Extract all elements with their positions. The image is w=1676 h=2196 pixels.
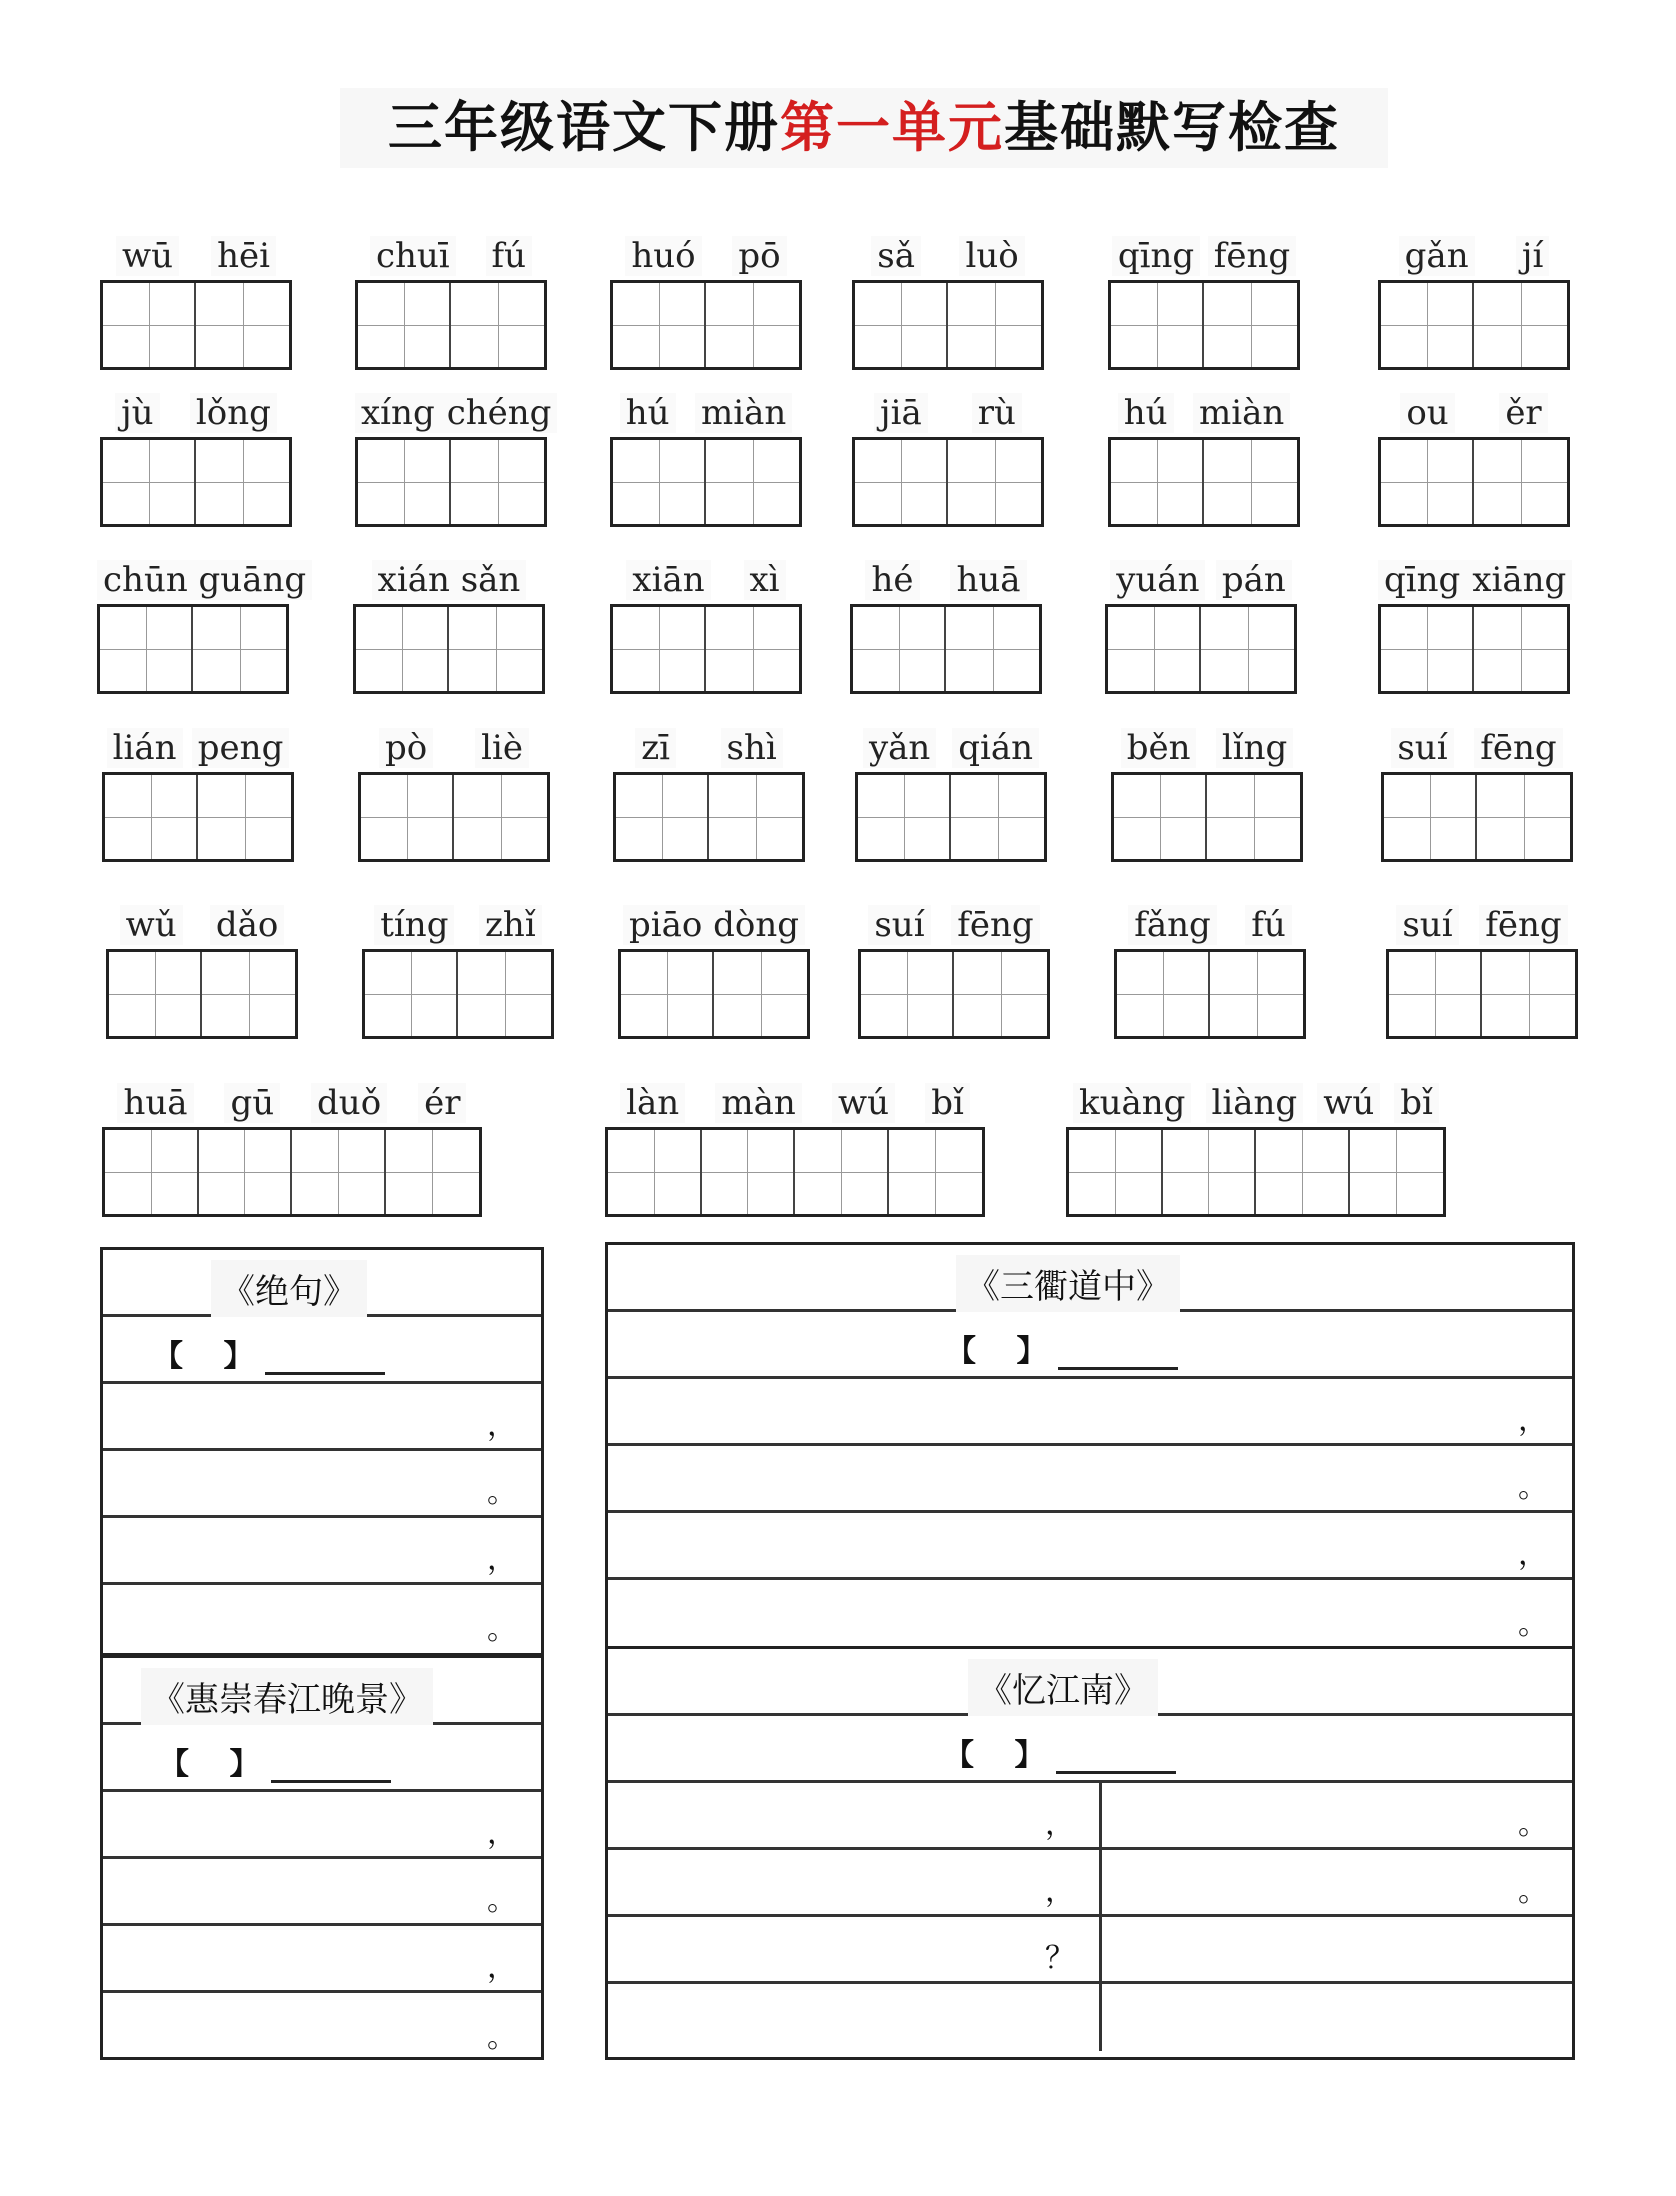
title-part1: 三年级语文下册 [388,96,780,159]
poem-title: 《惠崇春江晚景》 [141,1668,433,1725]
pinyin-syllable: màn [715,1083,801,1123]
poem-yijiangnan [605,1646,1575,2060]
pinyin-syllable: fēng [1474,728,1562,768]
pinyin-label [605,1075,985,1123]
character-boxes [102,772,294,862]
punctuation: 。 [1518,1874,1548,1909]
character-cell[interactable] [948,283,1041,367]
pinyin-syllable: luò [959,236,1024,276]
character-cell[interactable] [1384,775,1477,859]
character-cell[interactable] [858,775,951,859]
pinyin-syllable: piāo dòng [623,905,805,945]
character-cell[interactable] [202,952,295,1036]
character-boxes [1378,437,1570,527]
character-cell[interactable] [616,775,709,859]
character-boxes [855,772,1047,862]
character-cell[interactable] [1163,1130,1257,1214]
poem-line[interactable] [103,1518,541,1585]
pinyin-label [1378,552,1570,600]
character-boxes [1381,772,1573,862]
pinyin-syllable: chuī [370,236,456,276]
character-cell[interactable] [103,440,196,524]
poem-title-row [103,1250,541,1317]
pinyin-syllable: suí [868,905,930,945]
title-unit: 第一单元 [780,96,1004,159]
poem-line[interactable] [608,1580,1572,1647]
character-boxes [1066,1127,1446,1217]
poem-line[interactable] [103,1792,541,1859]
character-cell[interactable] [613,283,706,367]
pinyin-label [102,1075,482,1123]
character-boxes [97,604,289,694]
character-cell[interactable] [193,607,286,691]
character-cell[interactable] [1474,440,1567,524]
pinyin-syllable: ěr [1499,393,1547,433]
poem-line-right[interactable] [1102,1850,1572,1914]
pinyin-label [353,552,545,600]
pinyin-syllable: jí [1516,236,1549,276]
pinyin-syllable: xì [744,560,786,600]
character-cell[interactable] [292,1130,386,1214]
pinyin-syllable: huā [117,1083,193,1123]
pinyin-syllable: wū [116,236,179,276]
punctuation: ， [1518,1403,1548,1438]
character-boxes [106,949,298,1039]
character-boxes [100,280,292,370]
character-cell[interactable] [954,952,1047,1036]
pinyin-syllable: běn [1121,728,1197,768]
pinyin-syllable: fú [1245,905,1291,945]
character-cell[interactable] [451,440,544,524]
pinyin-syllable: miàn [1193,393,1290,433]
pinyin-syllable: shì [721,728,783,768]
poem-line-left[interactable] [608,1917,1102,1981]
character-boxes [1111,772,1303,862]
character-cell[interactable] [100,607,193,691]
pinyin-label [852,228,1044,276]
character-boxes [358,772,550,862]
pinyin-label [1114,897,1306,945]
character-cell[interactable] [103,283,196,367]
character-boxes [1386,949,1578,1039]
poem-author-row [608,1312,1572,1379]
pinyin-syllable: liàng [1206,1083,1304,1123]
author-blank[interactable] [271,1756,391,1783]
character-cell[interactable] [196,283,289,367]
pinyin-label [852,385,1044,433]
pinyin-syllable: ér [418,1083,466,1123]
character-cell[interactable] [1204,440,1297,524]
pinyin-syllable: jiā [874,393,928,433]
punctuation: 。 [487,1475,517,1510]
character-cell[interactable] [706,607,799,691]
pinyin-label [1378,228,1570,276]
character-boxes [858,949,1050,1039]
character-cell[interactable] [356,607,449,691]
pinyin-syllable: zī [635,728,676,768]
character-cell[interactable] [706,283,799,367]
pinyin-syllable: pò [379,728,433,768]
pinyin-syllable: gū [224,1083,280,1123]
punctuation: ， [487,1408,517,1443]
poem-author-row [103,1725,541,1792]
poem-line[interactable] [103,1993,541,2060]
pinyin-syllable: xiān [626,560,710,600]
punctuation: 。 [1518,1807,1548,1842]
character-boxes [610,604,802,694]
character-cell[interactable] [1477,775,1570,859]
character-cell[interactable] [449,607,542,691]
character-cell[interactable] [613,440,706,524]
poem-title-row [103,1658,541,1725]
character-cell[interactable] [451,283,544,367]
pinyin-syllable: lián [107,728,183,768]
character-cell[interactable] [1482,952,1575,1036]
pinyin-label [1381,720,1573,768]
character-boxes [618,949,810,1039]
punctuation: 。 [1518,1607,1548,1642]
poem-line[interactable] [103,1926,541,1993]
character-boxes [1378,280,1570,370]
punctuation: 。 [487,2020,517,2055]
character-cell[interactable] [358,283,451,367]
pinyin-syllable: yuán [1110,560,1205,600]
character-boxes [852,280,1044,370]
pinyin-syllable: kuàng [1073,1083,1191,1123]
poem-title: 《三衢道中》 [956,1255,1180,1312]
character-cell[interactable] [1381,440,1474,524]
punctuation: ， [487,1950,517,1985]
author-blank[interactable] [1058,1343,1178,1370]
pinyin-syllable: gǎn [1399,236,1475,276]
poem-line-right[interactable] [1102,1783,1572,1847]
poem-line[interactable] [103,1384,541,1451]
poem-title: 《忆江南》 [968,1659,1158,1716]
pinyin-syllable: wú [1317,1083,1380,1123]
author-field[interactable] [153,1331,385,1375]
character-cell[interactable] [454,775,547,859]
character-boxes [610,437,802,527]
pinyin-syllable: dǎo [210,905,285,945]
pinyin-syllable: fú [486,236,532,276]
pinyin-label [858,897,1050,945]
pinyin-syllable: hú [1118,393,1174,433]
poem-title-row [608,1649,1572,1716]
pinyin-syllable: pō [732,236,786,276]
character-boxes [355,280,547,370]
character-boxes [1105,604,1297,694]
poem-huichong [100,1655,544,2060]
character-boxes [1108,280,1300,370]
character-cell[interactable] [198,775,291,859]
character-cell[interactable] [199,1130,293,1214]
character-cell[interactable] [706,440,799,524]
pinyin-label [1066,1075,1446,1123]
pinyin-syllable: huā [950,560,1026,600]
character-cell[interactable] [196,440,289,524]
author-field[interactable] [159,1739,391,1783]
punctuation: ？ [1045,1941,1075,1976]
character-cell[interactable] [1381,607,1474,691]
pinyin-label [358,720,550,768]
poem-line-left[interactable] [608,1850,1102,1914]
character-boxes [362,949,554,1039]
pinyin-syllable: pán [1216,560,1292,600]
pinyin-syllable: duǒ [311,1083,387,1123]
punctuation: ， [1518,1537,1548,1572]
poem-line-right[interactable] [1102,1984,1572,2051]
character-boxes [852,437,1044,527]
pinyin-syllable: chéng [441,393,558,433]
poem-jueju [100,1247,544,1656]
character-cell[interactable] [709,775,802,859]
character-cell[interactable] [1474,283,1567,367]
poem-line[interactable] [608,1446,1572,1513]
pinyin-syllable: zhǐ [479,905,542,945]
character-cell[interactable] [1117,952,1210,1036]
poem-line-pair [608,1917,1572,1984]
pinyin-syllable: qīng [1112,236,1200,276]
pinyin-label [610,385,802,433]
poem-author-row [608,1716,1572,1783]
pinyin-syllable: miàn [695,393,792,433]
poem-sanqu [605,1242,1575,1649]
pinyin-syllable: fēng [951,905,1039,945]
character-cell[interactable] [1350,1130,1443,1214]
pinyin-syllable: chūn guāng [97,560,312,600]
punctuation: 。 [487,1612,517,1647]
punctuation: ， [487,1816,517,1851]
pinyin-syllable: qián [952,728,1039,768]
author-field[interactable] [946,1326,1178,1370]
pinyin-syllable: lǒng [190,393,277,433]
character-cell[interactable] [1256,1130,1350,1214]
poem-line-pair [608,1850,1572,1917]
poem-title: 《绝句》 [211,1260,367,1317]
character-boxes [850,604,1042,694]
pinyin-label [618,897,810,945]
character-cell[interactable] [109,952,202,1036]
pinyin-syllable: ou [1400,393,1454,433]
character-boxes [100,437,292,527]
character-boxes [353,604,545,694]
pinyin-label [97,552,307,600]
pinyin-syllable: suí [1391,728,1453,768]
poem-line-left[interactable] [608,1783,1102,1847]
character-cell[interactable] [1381,283,1474,367]
character-cell[interactable] [1069,1130,1163,1214]
pinyin-syllable: peng [192,728,290,768]
author-brackets: 【 】 [153,1339,254,1374]
character-cell[interactable] [361,775,454,859]
character-cell[interactable] [1207,775,1300,859]
poem-line[interactable] [103,1585,541,1652]
pinyin-syllable: hēi [211,236,276,276]
poem-line-pair [608,1984,1572,2051]
character-cell[interactable] [861,952,954,1036]
punctuation: ， [487,1542,517,1577]
character-cell[interactable] [105,775,198,859]
pinyin-label [855,720,1047,768]
character-cell[interactable] [795,1130,889,1214]
character-cell[interactable] [853,607,946,691]
pinyin-label [1108,385,1300,433]
pinyin-syllable: tíng [374,905,454,945]
character-boxes [355,437,547,527]
pinyin-label [106,897,298,945]
character-cell[interactable] [948,440,1041,524]
character-cell[interactable] [1111,283,1204,367]
author-brackets: 【 】 [944,1738,1045,1773]
poem-line[interactable] [608,1513,1572,1580]
poem-line-left[interactable] [608,1984,1102,2051]
character-cell[interactable] [855,440,948,524]
pinyin-syllable: rù [972,393,1022,433]
pinyin-label [613,720,805,768]
pinyin-label [1108,228,1300,276]
pinyin-label [1386,897,1578,945]
pinyin-syllable: wǔ [120,905,183,945]
poem-line[interactable] [103,1451,541,1518]
poem-author-row [103,1317,541,1384]
author-field[interactable] [944,1730,1176,1774]
pinyin-syllable: fǎng [1128,905,1217,945]
pinyin-label [362,897,554,945]
character-cell[interactable] [702,1130,796,1214]
pinyin-label [1105,552,1297,600]
pinyin-label [100,228,292,276]
character-cell[interactable] [621,952,714,1036]
poem-line-right[interactable] [1102,1917,1572,1981]
character-cell[interactable] [1389,952,1482,1036]
character-cell[interactable] [1474,607,1567,691]
character-cell[interactable] [889,1130,982,1214]
author-blank[interactable] [1056,1747,1176,1774]
pinyin-label [1378,385,1570,433]
pinyin-syllable: bǐ [925,1083,970,1123]
punctuation: ， [1045,1807,1075,1842]
character-cell[interactable] [951,775,1044,859]
pinyin-syllable: bǐ [1394,1083,1439,1123]
character-boxes [610,280,802,370]
pinyin-syllable: xiāng [1466,560,1572,600]
author-brackets: 【 】 [159,1747,260,1782]
character-boxes [1108,437,1300,527]
pinyin-syllable: suí [1396,905,1458,945]
character-cell[interactable] [1201,607,1294,691]
pinyin-label [355,228,547,276]
pinyin-syllable: huó [625,236,701,276]
poem-title-row [608,1245,1572,1312]
pinyin-syllable: fēng [1208,236,1296,276]
character-cell[interactable] [105,1130,199,1214]
pinyin-label [100,385,292,433]
pinyin-label [102,720,294,768]
character-cell[interactable] [613,607,706,691]
character-cell[interactable] [1111,440,1204,524]
pinyin-syllable: liè [475,728,529,768]
author-blank[interactable] [265,1348,385,1375]
character-cell[interactable] [1108,607,1201,691]
page-title [340,88,1388,168]
character-boxes [605,1127,985,1217]
pinyin-syllable: fēng [1479,905,1567,945]
character-boxes [1378,604,1570,694]
pinyin-label [850,552,1042,600]
pinyin-label [610,552,802,600]
pinyin-syllable: lǐng [1216,728,1293,768]
character-cell[interactable] [458,952,551,1036]
character-boxes [102,1127,482,1217]
character-cell[interactable] [365,952,458,1036]
character-cell[interactable] [946,607,1039,691]
pinyin-label [1111,720,1303,768]
character-cell[interactable] [608,1130,702,1214]
poem-line[interactable] [608,1379,1572,1446]
character-cell[interactable] [714,952,807,1036]
pinyin-syllable: yǎn [863,728,936,768]
character-cell[interactable] [1114,775,1207,859]
character-cell[interactable] [1210,952,1303,1036]
punctuation: ， [1045,1874,1075,1909]
poem-line[interactable] [103,1859,541,1926]
pinyin-syllable: qīng [1378,560,1466,600]
poem-line-pair [608,1783,1572,1850]
pinyin-syllable: làn [620,1083,685,1123]
pinyin-syllable: sǎ [871,236,921,276]
pinyin-syllable: xián sǎn [372,560,527,600]
pinyin-syllable: hú [620,393,676,433]
character-cell[interactable] [855,283,948,367]
author-brackets: 【 】 [946,1334,1047,1369]
title-part3: 基础默写检查 [1004,96,1340,159]
character-cell[interactable] [386,1130,479,1214]
character-cell[interactable] [358,440,451,524]
pinyin-syllable: wú [832,1083,895,1123]
character-cell[interactable] [1204,283,1297,367]
pinyin-syllable: hé [865,560,919,600]
punctuation: 。 [1518,1470,1548,1505]
pinyin-syllable: xíng [355,393,441,433]
pinyin-label [355,385,552,433]
pinyin-label [610,228,802,276]
punctuation: 。 [487,1883,517,1918]
character-boxes [1114,949,1306,1039]
character-boxes [613,772,805,862]
pinyin-syllable: jù [115,393,159,433]
